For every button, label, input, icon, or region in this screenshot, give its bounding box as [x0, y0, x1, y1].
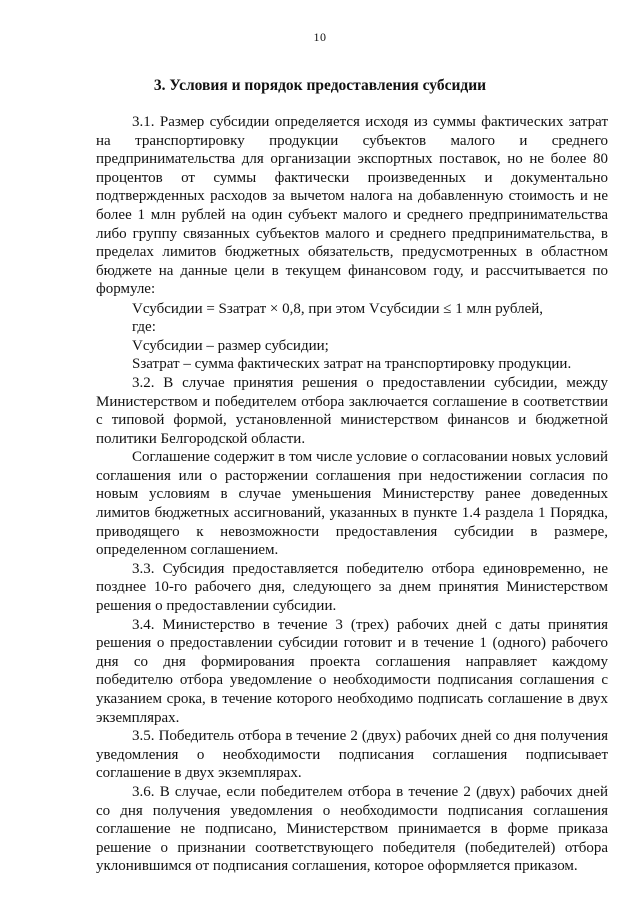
formula-where: где:: [132, 319, 156, 336]
formula-line: Vсубсидии = Sзатрат × 0,8, при этом Vсубсидии ≤ 1 млн рублей,: [132, 300, 544, 317]
paragraph-3-5: 3.5. Победитель отбора в течение 2 (двух) рабочих дней со дня получения уведомления о необходимости подписания соглашения подписывает соглашение в двух экземплярах.: [96, 728, 608, 782]
page-number: 10: [313, 30, 327, 44]
definition-s: Sзатрат – сумма фактических затрат на транспортировку продукции.: [132, 356, 572, 373]
paragraph-3-1: 3.1. Размер субсидии определяется исходя из суммы фактических затрат на транспортировку продукции субъектов малого и среднего предпринимательства для организации экспортных поставок, но не более 80 процентов от суммы фактически произведенных и документально подтвержденных расходов за вычетом налога на добавленную стоимость и не более 1 млн рублей на один субъект малого и среднего предпринимательства либо группу связанных субъектов малого и среднего предпринимательства, в пределах лимитов бюджетных обязательств, предусмотренных в областном бюджете на данные цели в текущем финансовом году, и рассчитывается по формуле:: [96, 114, 608, 298]
paragraph-3-2-agreement: Соглашение содержит в том числе условие о согласовании новых условий соглашения или о расторжении соглашения при недостижении согласия по новым условиям в случае уменьшения Министерству ранее доведенных лимитов бюджетных ассигнований, указанных в пункте 1.4 раздела 1 Порядка, приводящего к невозможности предоставления субсидии в размере, определенном соглашением.: [96, 449, 608, 559]
document-body: [96, 113, 608, 876]
section-title: 3. Условия и порядок предоставления субсидии: [153, 77, 487, 94]
paragraph-3-3: 3.3. Субсидия предоставляется победителю отбора единовременно, не позднее 10-го рабочего дня, следующего за днем принятия Министерством решения о предоставлении субсидии.: [96, 560, 608, 615]
paragraph-3-2: 3.2. В случае принятия решения о предоставлении субсидии, между Министерством и победителем отбора заключается соглашение в соответствии с типовой формой, установленной министерством финансов и бюджетной политики Белгородской области.: [96, 374, 608, 447]
definition-v: Vсубсидии – размер субсидии;: [132, 337, 329, 354]
paragraph-3-4: 3.4. Министерство в течение 3 (трех) рабочих дней с даты принятия решения о предоставлении субсидии готовит и в течение 1 (одного) рабочего дня со дня формирования проекта соглашения направляет каждому победителю отбора уведомление о необходимости подписания соглашения с указанием срока, в течение которого необходимо подписать соглашение в двух экземплярах.: [96, 616, 608, 726]
paragraph-3-6: 3.6. В случае, если победителем отбора в течение 2 (двух) рабочих дней со дня получения уведомления о необходимости подписания соглашения соглашение не подписано, Министерством принимается в форме приказа решение о признании соответствующего победителя (победителей) отбора уклонившимся от подписания соглашения, которое оформляется приказом.: [96, 783, 608, 875]
